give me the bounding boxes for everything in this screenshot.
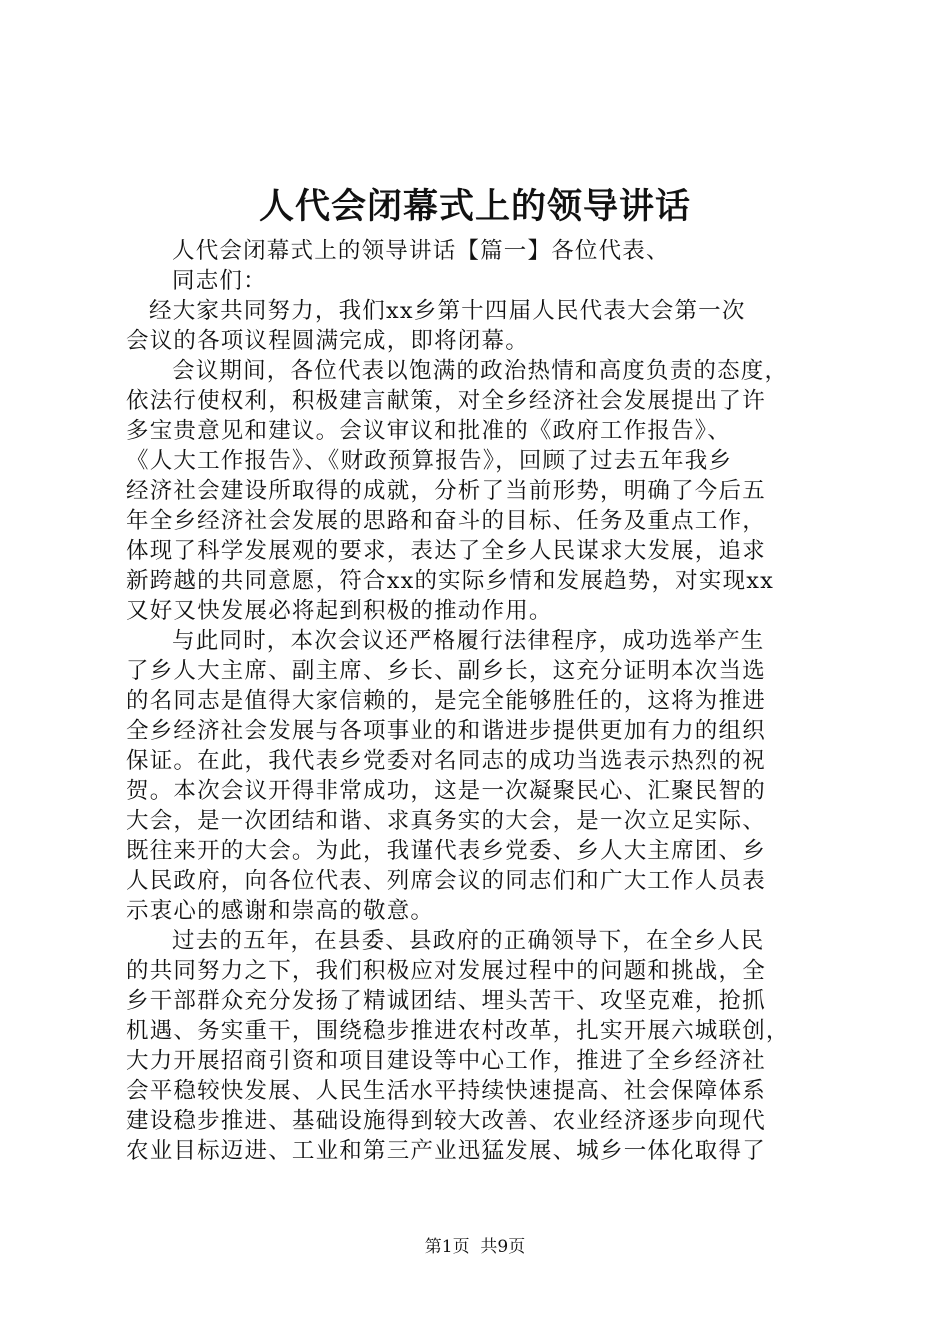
text-line: 又好又快发展必将起到积极的推动作用。: [126, 598, 553, 624]
text-line: 经大家共同努力，我们xx乡第十四届人民代表大会第一次: [149, 298, 746, 324]
text-line: 会议期间，各位代表以饱满的政治热情和高度负责的态度，: [172, 358, 789, 384]
text-line: 人代会闭幕式上的领导讲话【篇一】各位代表、: [172, 238, 670, 264]
text-line: 全乡经济社会发展与各项事业的和谐进步提供更加有力的组织: [126, 718, 766, 744]
document-title: 人代会闭幕式上的领导讲话: [258, 186, 691, 227]
text-line: 农业目标迈进、工业和第三产业迅猛发展、城乡一体化取得了: [126, 1138, 766, 1164]
text-line: 依法行使权利，积极建言献策，对全乡经济社会发展提出了许: [126, 388, 766, 414]
text-line: 新跨越的共同意愿，符合xx的实际乡情和发展趋势，对实现xx: [126, 568, 775, 594]
text-line: 体现了科学发展观的要求，表达了全乡人民谋求大发展，追求: [126, 538, 766, 564]
text-line: 人民政府，向各位代表、列席会议的同志们和广大工作人员表: [126, 868, 766, 894]
text-line: 会平稳较快发展、人民生活水平持续快速提高、社会保障体系: [126, 1078, 766, 1104]
text-line: 经济社会建设所取得的成就，分析了当前形势，明确了今后五: [126, 478, 766, 504]
text-line: 机遇、务实重干，围绕稳步推进农村改革，扎实开展六城联创，: [126, 1018, 790, 1044]
text-line: 既往来开的大会。为此，我谨代表乡党委、乡人大主席团、乡: [126, 838, 766, 864]
text-line: 大会，是一次团结和谐、求真务实的大会，是一次立足实际、: [126, 808, 766, 834]
text-line: 贺。本次会议开得非常成功，这是一次凝聚民心、汇聚民智的: [126, 778, 766, 804]
text-line: 示衷心的感谢和崇高的敬意。: [126, 898, 435, 924]
text-line: 与此同时，本次会议还严格履行法律程序，成功选举产生: [172, 628, 765, 654]
text-line: 的共同努力之下，我们积极应对发展过程中的问题和挑战，全: [126, 958, 766, 984]
text-line: 同志们：: [172, 268, 267, 294]
text-line: 了乡人大主席、副主席、乡长、副乡长，这充分证明本次当选: [126, 658, 766, 684]
text-line: 会议的各项议程圆满完成，即将闭幕。: [126, 328, 529, 354]
text-line: 过去的五年，在县委、县政府的正确领导下，在全乡人民: [172, 928, 765, 954]
page-number-footer: 第1页 共9页: [424, 1237, 526, 1257]
text-line: 的名同志是值得大家信赖的，是完全能够胜任的，这将为推进: [126, 688, 766, 714]
text-line: 建设稳步推进、基础设施得到较大改善、农业经济逐步向现代: [126, 1108, 766, 1134]
text-line: 多宝贵意见和建议。会议审议和批准的《政府工作报告》、: [126, 418, 731, 444]
text-line: 大力开展招商引资和项目建设等中心工作，推进了全乡经济社: [126, 1048, 766, 1074]
text-line: 年全乡经济社会发展的思路和奋斗的目标、任务及重点工作，: [126, 508, 766, 534]
document-body: [126, 236, 844, 1166]
text-line: 保证。在此，我代表乡党委对名同志的成功当选表示热烈的祝: [126, 748, 766, 774]
text-line: 《人大工作报告》、《财政预算报告》，回顾了过去五年我乡: [126, 448, 733, 474]
text-line: 乡干部群众充分发扬了精诚团结、埋头苦干、攻坚克难，抢抓: [126, 988, 766, 1014]
